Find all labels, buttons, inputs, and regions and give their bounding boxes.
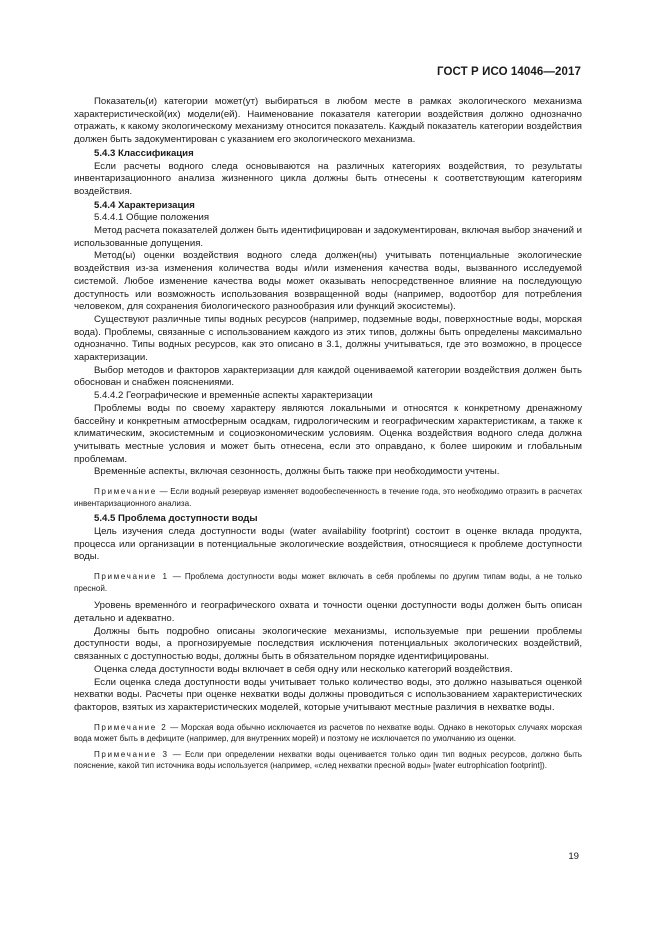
note-label: Примечание (94, 487, 157, 497)
paragraph: Показатель(и) категории может(ут) выбираться в любом месте в рамках экологического механизма характеристической(их) модели(ей). Наименование показателя категории воздействия должно однозначно отражать, к какому экологическому механизму относится показатель. Каждый показатель категории воздействия должен быть задокументирован с указанием его экологического механизма. (74, 96, 582, 146)
note-1 (74, 571, 582, 594)
document-code-header: ГОСТ Р ИСО 14046—2017 (436, 66, 581, 78)
note-label: Примечание 2 (94, 722, 168, 732)
paragraph: Метод расчета показателей должен быть идентифицирован и задокументирован, включая выбор значений и использованные допущения. (74, 225, 582, 249)
paragraph: Метод(ы) оценки воздействия водного следа должен(ны) учитывать потенциальные экологические воздействия из-за изменения количества воды и/или изменения качества воды, вызванного исследуемой системой. Любое изменение качества воды может оказывать непосредственное влияние на последующую доступность или возможность использования возвращенной воды (например, водоотбор для потребления человеком, для сохранения биологического разнообразия или функций экосистемы). (74, 250, 582, 313)
paragraph: Должны быть подробно описаны экологические механизмы, используемые при решении проблемы доступности воды, а прогнозируемые последствия исключения потенциальных экологических воздействий, связанных с доступностью воды, должны быть в обязательном порядке идентифицированы. (74, 625, 582, 663)
paragraph: Если оценка следа доступности воды учитывает только количество воды, это должно называться оценкой нехватки воды. Расчеты при оценке нехватки воды должны проводиться с использованием характеристических факторов, взятых из характеристических моделей, которые учитывают местные различия в нехватке воды. (74, 676, 582, 713)
paragraph: Цель изучения следа доступности воды (water availability footprint) состоит в оценке вклада продукта, процесса или организации в потенциальные экологические воздействия, относящиеся к проблеме доступности воды. (74, 525, 582, 563)
paragraph: Уровень временно́го и географического охвата и точности оценки доступности воды должен быть описан детально и адекватно. (74, 600, 582, 624)
note-text: — Проблема доступности воды может включать в себя проблемы по другим типам воды, а не только пресной. (74, 572, 582, 593)
note-label: Примечание 3 (94, 749, 169, 759)
subsection-heading-5-4-4-2: 5.4.4.2 Географические и временны́е аспекты характеризации (94, 390, 373, 402)
note-label: Примечание 1 (94, 572, 169, 582)
section-heading-5-4-5: 5.4.5 Проблема доступности воды (94, 513, 258, 525)
page-number: 19 (568, 851, 579, 862)
paragraph: Выбор методов и факторов характеризации для каждой оцениваемой категории воздействия должен быть обоснован и снабжен пояснениями. (74, 364, 582, 389)
note-text: — Если водный резервуар изменяет водообеспеченность в течение года, это необходимо отразить в расчетах инвентаризационного анализа. (74, 487, 582, 508)
paragraph: Временны́е аспекты, включая сезонность, должны быть также при необходимости учтены. (94, 466, 500, 478)
subsection-heading-5-4-4-1: 5.4.4.1 Общие положения (94, 212, 210, 224)
note-2 (74, 722, 582, 745)
page-content (74, 96, 582, 776)
paragraph: Оценка следа доступности воды включает в себя одну или несколько категорий воздействия. (94, 663, 513, 675)
section-heading-5-4-4: 5.4.4 Характеризация (94, 199, 195, 211)
note-text: — Морская вода обычно исключается из расчетов по нехватке воды. Однако в некоторых случаях морская вода может быть в дефиците (например, для внутренних морей) и поэтому не исключается по умолчанию из оценки. (74, 722, 582, 744)
paragraph: Проблемы воды по своему характеру являются локальными и относятся к конкретному дренажному бассейну и конкретным атмосферным осадкам, гидрологическим и географическим характеристикам, а также к климатическим, экосистемным и социоэкономическим условиям. Оценка воздействия водного следа должна учитывать местные условия и может быть отнесена, если это оправдано, к более широким и глобальным проблемам. (74, 402, 582, 465)
paragraph: Если расчеты водного следа основываются на различных категориях воздействия, то результаты инвентаризационного анализа жизненного цикла должны быть отнесены к соответствующим категориям воздействия. (74, 160, 582, 197)
paragraph: Существуют различные типы водных ресурсов (например, подземные воды, поверхностные воды, морская вода). Проблемы, связанные с использованием каждого из этих типов, должны быть определены максимально однозначно. Типы водных ресурсов, как это описано в 3.1, должны учитываться, где это возможно, в процессе характеризации. (74, 313, 582, 364)
note (74, 486, 582, 509)
note-3 (74, 749, 582, 772)
note-text: — Если при определении нехватки воды оценивается только один тип водных ресурсов, должно быть пояснение, какой тип источника воды используется (например, «след нехватки пресной воды» [water eutrophication footprint]). (74, 749, 582, 771)
section-heading-5-4-3: 5.4.3 Классификация (94, 147, 194, 159)
